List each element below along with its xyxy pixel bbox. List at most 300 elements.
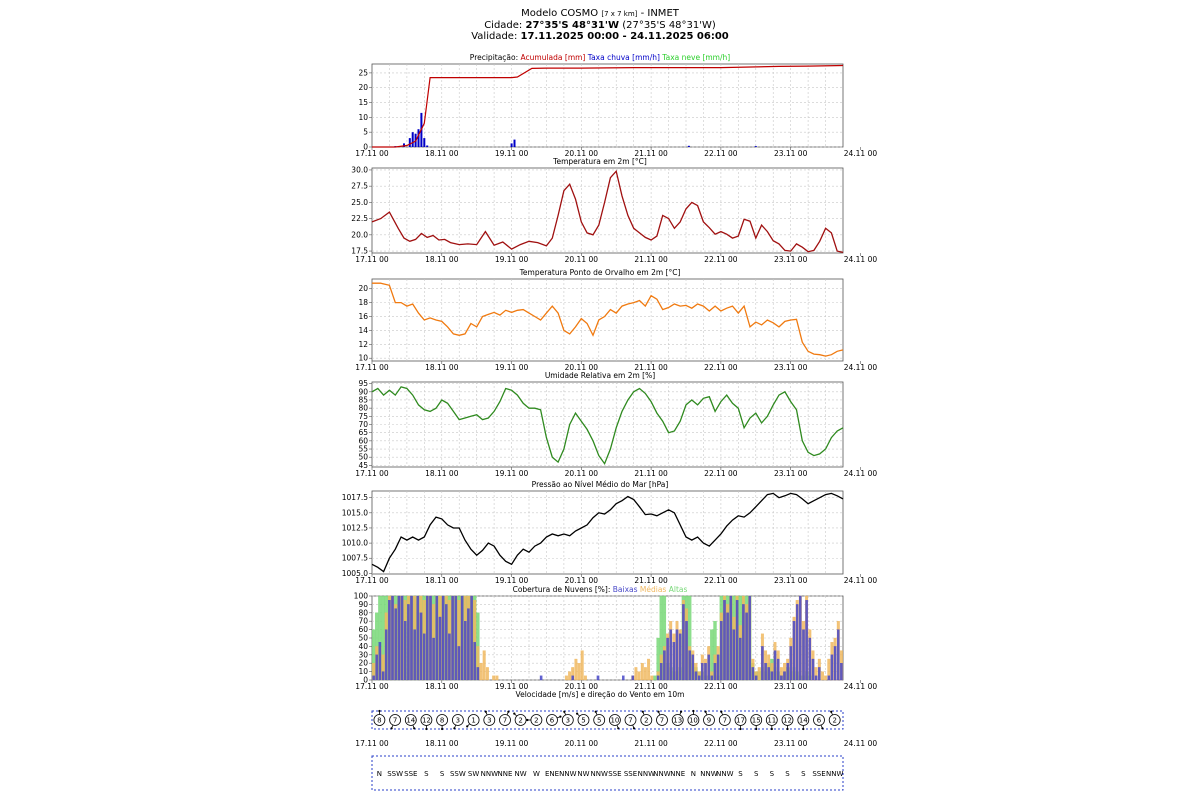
wind-arrow-head [563,711,565,713]
cloud-high-bar [653,676,656,680]
cloud-low-bar [663,651,665,680]
x-tick-label: 19.11 00 [494,149,529,158]
cloud-low-bar [477,667,479,680]
x-tick-label: 20.11 00 [564,149,599,158]
cloud-low-bar [540,676,542,680]
city-line: Cidade: 27°35'S 48°31'W (27°35'S 48°31'W) [484,20,716,31]
legend-entry: Acumulada [mm] [520,53,588,62]
cloud-low-bar [673,642,675,680]
precip-title-prefix: Precipitação: [469,53,521,62]
rain-rate-bar [511,143,513,147]
y-tick-label: 16 [358,312,368,322]
rain-rate-bar [418,129,420,147]
wind-speed-label: 9 [706,716,712,725]
wind-arrow-head [692,710,694,712]
wind-direction-label: SSE [623,770,638,778]
wind-symbol [594,711,605,726]
x-tick-label: 24.11 00 [843,363,878,372]
cloud-low-bar [777,659,779,680]
wind-symbol [390,715,401,730]
cloud-low-bar [736,600,738,680]
y-tick-label: 10 [358,353,368,363]
wind-arrow-head [391,727,393,729]
wind-direction-label: SSE [608,770,622,778]
cloud-low-bar [818,667,820,680]
y-tick-label: 0 [363,675,368,685]
legend-entry: Altas [668,585,688,594]
cloud-low-bar [404,621,406,680]
cloud-low-bar [379,642,381,680]
cloud-low-bar [410,596,412,680]
cloud-low-bar [429,596,431,680]
x-tick-label: 18.11 00 [425,469,459,478]
x-tick-label: 24.11 00 [843,149,878,158]
wind-symbol [576,713,589,726]
wind-arrow-head [633,727,635,729]
wind-arrow-head [425,728,427,730]
cloud-low-bar [714,663,716,680]
x-tick-label: 18.11 00 [425,576,459,585]
wind-speed-label: 17 [736,716,745,725]
legend-entry: Baixas [612,585,640,594]
wind-direction-label: NNW [653,770,671,778]
wind-speed-label: 5 [581,716,586,725]
wind-direction-label: NNW [716,770,734,778]
cloud-low-bar [632,676,634,680]
wind-arrow-head [507,711,509,713]
cloud-low-bar [828,676,830,680]
cloud-low-bar [458,646,460,680]
wind-symbol [513,713,526,726]
y-tick-label: 1010.0 [341,538,368,548]
cloud-low-bar [445,604,447,680]
x-tick-label: 22.11 00 [704,576,738,585]
cloud-low-bar [423,634,425,680]
plot-frame [372,64,843,147]
x-tick-label: 23.11 00 [773,682,808,691]
x-tick-label: 20.11 00 [564,576,599,585]
rain-rate-bar [514,140,516,147]
cloud-low-bar [812,659,814,680]
y-tick-label: 95 [358,379,368,389]
wind-direction-label: NNW [700,770,718,778]
wind-symbol [814,715,825,730]
wind-direction-label: SW [467,770,480,778]
cloud-title [513,585,688,594]
x-tick-label: 19.11 00 [494,363,529,372]
cloud-low-bar [685,621,687,680]
x-tick-label: 23.11 00 [773,739,808,748]
wind-speed-label: 7 [722,716,728,725]
x-tick-label: 19.11 00 [494,469,529,478]
wind-symbol [829,711,840,726]
cloud-mid-bar [568,672,571,680]
y-tick-label: 85 [358,395,368,405]
x-tick-label: 17.11 00 [355,469,389,478]
cloud-low-bar [840,663,842,680]
y-tick-label: 1007.5 [341,553,368,563]
rain-rate-bar [412,132,414,147]
x-tick-label: 17.11 00 [355,576,389,585]
x-tick-label: 21.11 00 [634,363,668,372]
wind-speed-label: 2 [832,716,837,725]
cloud-low-bar [727,613,729,680]
wind-symbol [405,715,416,730]
y-tick-label: 17.5 [351,246,368,256]
cloud-low-bar [720,621,722,680]
wind-direction-label: S [439,770,445,778]
cloud-mid-bar [824,676,827,680]
cloud-low-bar [376,655,378,680]
cloud-low-bar [474,642,476,680]
y-tick-label: 80 [358,608,368,618]
y-tick-label: 70 [358,616,368,626]
cloud-low-bar [572,676,574,680]
wind-arrow-head [680,711,682,713]
cloud-low-bar [698,676,700,680]
wind-direction-label: S [753,770,759,778]
cloud-low-bar [787,663,789,680]
y-tick-label: 1005.0 [341,568,368,578]
wind-arrow-head [576,713,578,715]
wind-symbol [625,715,636,730]
wind-symbol [751,715,762,731]
cloud-low-bar [802,630,804,680]
cloud-low-bar [385,630,387,680]
x-tick-label: 18.11 00 [425,149,459,158]
x-tick-label: 21.11 00 [634,255,668,264]
cloud-low-bar [442,596,444,680]
y-tick-label: 30 [358,650,368,660]
plot-frame [372,491,843,574]
wind-symbol [609,715,620,730]
y-tick-label: 40 [358,641,368,651]
wind-speed-label: 7 [392,716,398,725]
cloud-mid-bar [565,676,568,680]
cloud-mid-bar [635,667,638,680]
cloud-low-bar [439,617,441,680]
y-tick-label: 22.5 [351,214,368,224]
cloud-low-bar [417,596,419,680]
cloud-low-bar [670,630,672,680]
y-tick-label: 20 [358,284,368,294]
cloud-low-bar [752,667,754,680]
cloud-low-bar [395,609,397,680]
cloud-low-bar [793,621,795,680]
cloud-mid-bar [496,676,499,680]
cloud-low-bar [679,634,681,680]
wind-direction-label: NNW [637,770,656,778]
wind-speed-label: 5 [596,716,602,725]
x-tick-label: 23.11 00 [773,363,808,372]
wind-direction-label: N [690,770,697,778]
wind-direction-label: N [376,770,383,778]
x-tick-label: 17.11 00 [355,739,389,748]
cloud-low-bar [742,604,744,680]
wind-direction-label: S [424,770,429,778]
wind-symbol [484,711,495,726]
y-tick-label: 75 [358,411,368,421]
cloud-mid-bar [578,663,581,680]
wind-symbol [704,711,715,726]
x-tick-label: 19.11 00 [494,739,529,748]
cloud-low-bar [448,634,450,680]
wind-speed-label: 14 [798,716,808,725]
wind-arrow-head [526,719,528,721]
rain-rate-bar [688,146,690,147]
wind-arrow-head [378,710,380,712]
y-tick-label: 90 [358,599,368,609]
wind-direction-label: NNW [825,770,844,778]
y-tick-label: 25 [358,68,368,78]
wind-symbol [547,715,562,726]
wind-arrow-head [705,711,707,713]
y-tick-label: 18 [358,298,368,308]
wind-symbol [562,711,573,726]
rain-rate-bar [755,146,757,147]
cloud-mid-bar [486,667,489,680]
wind-direction-label: NNE [670,770,686,778]
wind-speed-label: 6 [816,716,822,725]
x-tick-label: 24.11 00 [843,576,878,585]
x-tick-label: 19.11 00 [494,682,529,691]
y-tick-label: 5 [363,127,368,137]
cloud-low-bar [834,646,836,680]
wind-direction-label: SSW [387,770,404,778]
wind-arrow-head [595,711,597,713]
y-tick-label: 45 [358,460,368,470]
wind-symbol [657,711,668,726]
y-tick-label: 70 [358,420,368,429]
cloud-low-bar [796,604,798,680]
y-tick-label: 1012.5 [341,523,368,533]
cloud-low-bar [467,609,469,680]
wind-speed-label: 15 [751,716,761,725]
wind-arrow-head [821,727,823,729]
x-tick-label: 18.11 00 [425,363,459,372]
wind-direction-label: NNW [480,770,499,778]
wind-arrow-head [441,728,443,730]
x-tick-label: 22.11 00 [704,739,738,748]
wind-speed-label: 3 [487,716,492,725]
wind-direction-label: ENE [544,770,560,778]
x-tick-label: 22.11 00 [704,682,738,691]
cloud-low-bar [783,672,785,680]
x-tick-label: 17.11 00 [355,682,389,691]
wind-direction-label: S [738,770,743,778]
x-tick-label: 24.11 00 [843,255,878,264]
y-tick-label: 14 [358,325,368,335]
wind-arrow-head [720,711,722,713]
x-tick-label: 18.11 00 [425,739,459,748]
precip-title [470,53,730,62]
wind-arrow-head [642,711,644,713]
wind-direction-label: NW [514,770,527,778]
x-tick-label: 17.11 00 [355,149,389,158]
y-tick-label: 90 [358,387,368,397]
x-tick-label: 21.11 00 [634,469,668,478]
cloud-mid-bar [651,676,654,680]
y-tick-label: 10 [358,667,368,677]
cloud-low-bar [382,672,384,680]
wind-symbol [437,715,448,731]
wind-symbol [452,715,463,730]
x-tick-label: 20.11 00 [564,682,599,691]
cloud-low-bar [746,613,748,680]
cloud-low-bar [739,638,741,680]
wind-symbol [782,715,793,731]
x-tick-label: 21.11 00 [634,576,668,585]
wind-direction-label: NNE [497,770,513,778]
cloud-low-bar [597,676,599,680]
x-tick-label: 17.11 00 [355,363,389,372]
cloud-low-bar [622,676,624,680]
wind-arrow-head [786,728,788,730]
x-tick-label: 18.11 00 [425,255,459,264]
y-tick-label: 55 [358,444,368,454]
y-tick-label: 60 [358,436,368,446]
cloud-low-bar [373,676,375,680]
cloud-low-bar [695,672,697,680]
legend-entry: Médias [639,585,669,594]
cloud-low-bar [774,651,776,680]
cloud-low-bar [420,613,422,680]
cloud-low-bar [426,596,428,680]
cloud-low-bar [790,646,792,680]
wind-direction-label: S [801,770,806,778]
cloud-low-bar [464,621,466,680]
cloud-low-bar [391,596,393,680]
wind-arrow-head [413,727,415,729]
wind-arrow-head [657,711,659,713]
cloud-mid-bar [575,659,578,680]
y-tick-label: 27.5 [351,181,368,191]
wind-direction-label: SSE [812,770,826,778]
wind-symbol [526,715,542,726]
legend-entry: Taxa neve [mm/h] [662,53,731,62]
y-tick-label: 1015.0 [341,508,368,518]
cloud-low-bar [660,663,662,680]
y-tick-label: 30.0 [351,165,368,175]
x-tick-label: 24.11 00 [843,469,878,478]
wind-symbol [500,711,511,726]
y-tick-label: 20 [358,658,368,668]
x-tick-label: 21.11 00 [634,739,668,748]
panel-title: Umidade Relativa em 2m [%] [544,371,656,380]
x-tick-label: 23.11 00 [773,255,808,264]
cloud-low-bar [765,663,767,680]
y-tick-label: 25.0 [351,197,368,207]
wind-speed-label: 7 [659,716,665,725]
cloud-mid-bar [492,676,495,680]
wind-speed-label: 10 [688,716,698,725]
y-tick-label: 100 [353,591,368,601]
cloud-low-bar [730,596,732,680]
y-tick-label: 65 [358,428,368,438]
cloud-low-bar [809,638,811,680]
wind-speed-label: 2 [534,716,539,725]
cloud-low-bar [689,651,691,680]
cloud-low-bar [414,630,416,680]
cloud-low-bar [837,630,839,680]
x-tick-label: 22.11 00 [704,149,738,158]
y-tick-label: 12 [358,339,368,349]
cloud-low-bar [717,655,719,680]
wind-symbol [688,710,699,726]
cloud-low-bar [407,604,409,680]
wind-speed-label: 12 [783,716,792,725]
cloud-low-bar [436,596,438,680]
cloud-low-bar [771,672,773,680]
cloud-mid-bar [638,672,641,680]
cloud-low-bar [806,600,808,680]
cloud-mid-bar [584,676,587,680]
wind-speed-label: 3 [455,716,461,725]
wind-arrow-head [559,716,561,718]
wind-speed-label: 13 [673,716,683,725]
wind-direction-label: SSW [449,770,466,778]
cloud-low-bar [799,596,801,680]
cloud-low-bar [388,600,390,680]
x-tick-label: 24.11 00 [843,739,878,748]
x-tick-label: 20.11 00 [564,363,599,372]
wind-symbol [766,715,777,731]
wind-direction-label: S [785,770,790,778]
x-tick-label: 19.11 00 [494,255,529,264]
wind-speed-label: 7 [628,716,633,725]
x-tick-label: 23.11 00 [773,469,808,478]
y-tick-label: 10 [358,112,368,122]
x-tick-label: 17.11 00 [355,255,389,264]
cloud-low-bar [749,596,751,680]
wind-speed-label: 12 [421,716,431,725]
model-line: Modelo COSMO [7 x 7 km] - INMET [521,8,679,19]
wind-title: Velocidade [m/s] e direção do Vento em 10m [515,690,685,699]
cloud-low-bar [398,596,400,680]
wind-arrow-head [755,728,757,730]
cloud-low-bar [461,596,463,680]
x-tick-label: 22.11 00 [704,255,738,264]
cloud-low-bar [704,663,706,680]
cloud-low-bar [455,596,457,680]
wind-symbol [466,715,479,728]
cloud-title-prefix: Cobertura de Nuvens [%]: [512,585,613,594]
cloud-low-bar [711,676,713,680]
y-tick-label: 1017.5 [341,493,368,503]
x-tick-label: 23.11 00 [773,576,808,585]
wind-speed-label: 6 [549,716,555,725]
panel-1 [369,168,860,256]
y-tick-label: 20.0 [351,230,368,240]
x-tick-label: 21.11 00 [634,149,668,158]
x-tick-label: 23.11 00 [773,149,808,158]
wind-direction-label: NNW [559,770,577,778]
wind-speed-label: 11 [767,716,777,725]
cloud-low-bar [761,646,763,680]
cloud-low-bar [831,655,833,680]
wind-arrow-head [453,727,455,729]
cloud-low-bar [401,596,403,680]
wind-symbol [798,715,809,731]
x-tick-label: 21.11 00 [634,682,668,691]
plot-frame [372,279,843,361]
wind-direction-label: NW [577,770,590,778]
cloud-mid-bar [821,672,824,680]
y-tick-label: 50 [358,452,368,462]
y-tick-label: 0 [363,142,368,152]
cloud-low-bar [733,630,735,680]
cloud-mid-bar [647,659,650,680]
